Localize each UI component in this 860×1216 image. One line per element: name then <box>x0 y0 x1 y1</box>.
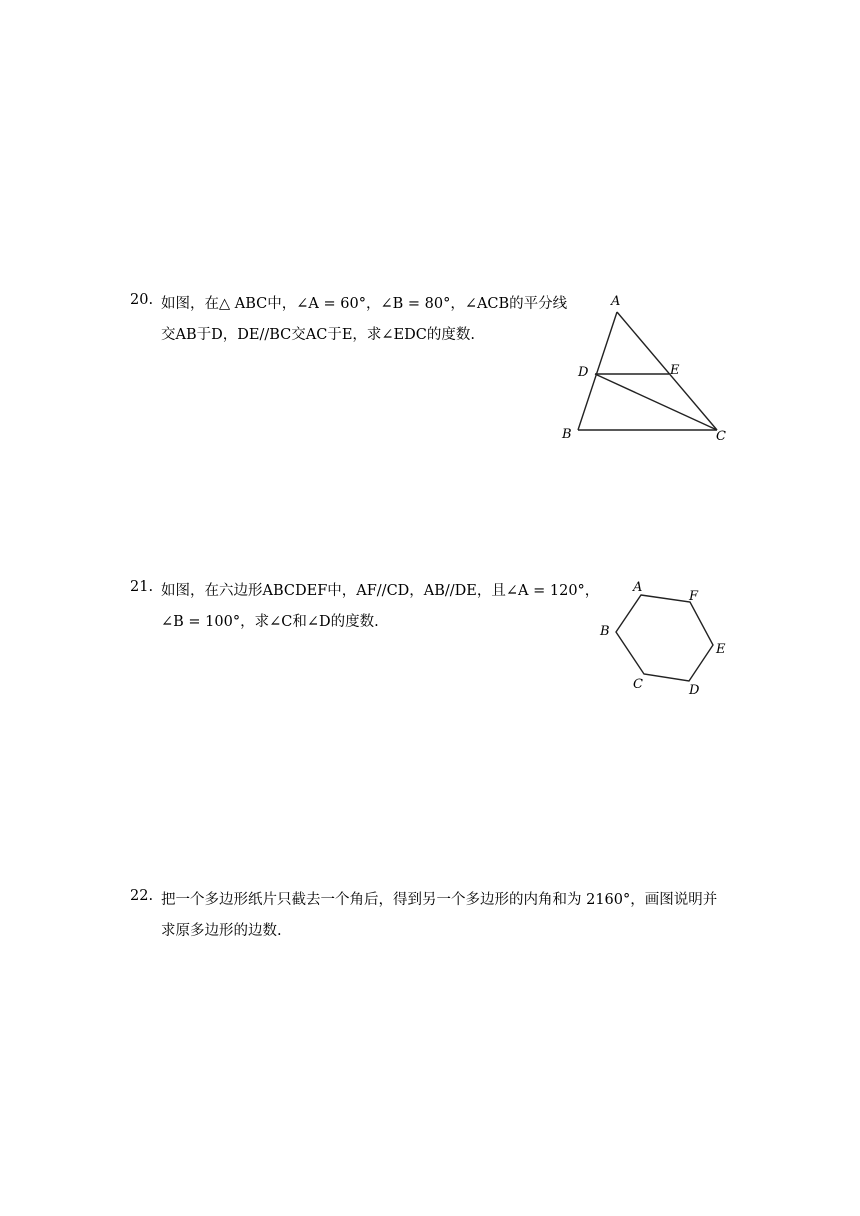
hexagon-abcdef <box>616 595 713 681</box>
problem-20 <box>130 292 568 352</box>
label-e: E <box>716 642 726 657</box>
problem-number: 22. <box>130 888 154 904</box>
hexagon-figure <box>595 575 735 700</box>
problem-text-line-1: 如图，在△ ABC中，∠A = 60°，∠B = 80°，∠ACB的平分线 <box>161 296 568 312</box>
problem-text-line-2: 交AB于D，DE//BC交AC于E，求∠EDC的度数. <box>161 327 475 343</box>
label-e: E <box>670 363 680 378</box>
label-d: D <box>689 683 700 698</box>
triangle-figure <box>555 285 740 450</box>
label-a: A <box>633 580 643 595</box>
segment-dc <box>595 374 717 430</box>
label-c: C <box>716 429 726 444</box>
segment-ac <box>617 312 717 430</box>
label-f: F <box>689 589 699 604</box>
label-d: D <box>578 365 589 380</box>
problem-text-line-1: 如图，在六边形ABCDEF中，AF//CD，AB//DE，且∠A = 120°， <box>161 583 600 599</box>
problem-number: 20. <box>130 292 154 308</box>
problem-22 <box>130 888 740 948</box>
problem-text-line-1: 把一个多边形纸片只截去一个角后，得到另一个多边形的内角和为 2160°，画图说明并 <box>161 892 718 908</box>
label-c: C <box>633 677 643 692</box>
problem-text-line-2: ∠B = 100°，求∠C和∠D的度数. <box>161 614 379 630</box>
problem-number: 21. <box>130 579 154 595</box>
label-b: B <box>562 427 572 442</box>
label-a: A <box>611 294 621 309</box>
problem-21 <box>130 579 600 639</box>
label-b: B <box>600 624 610 639</box>
problem-text-line-2: 求原多边形的边数. <box>161 923 282 939</box>
